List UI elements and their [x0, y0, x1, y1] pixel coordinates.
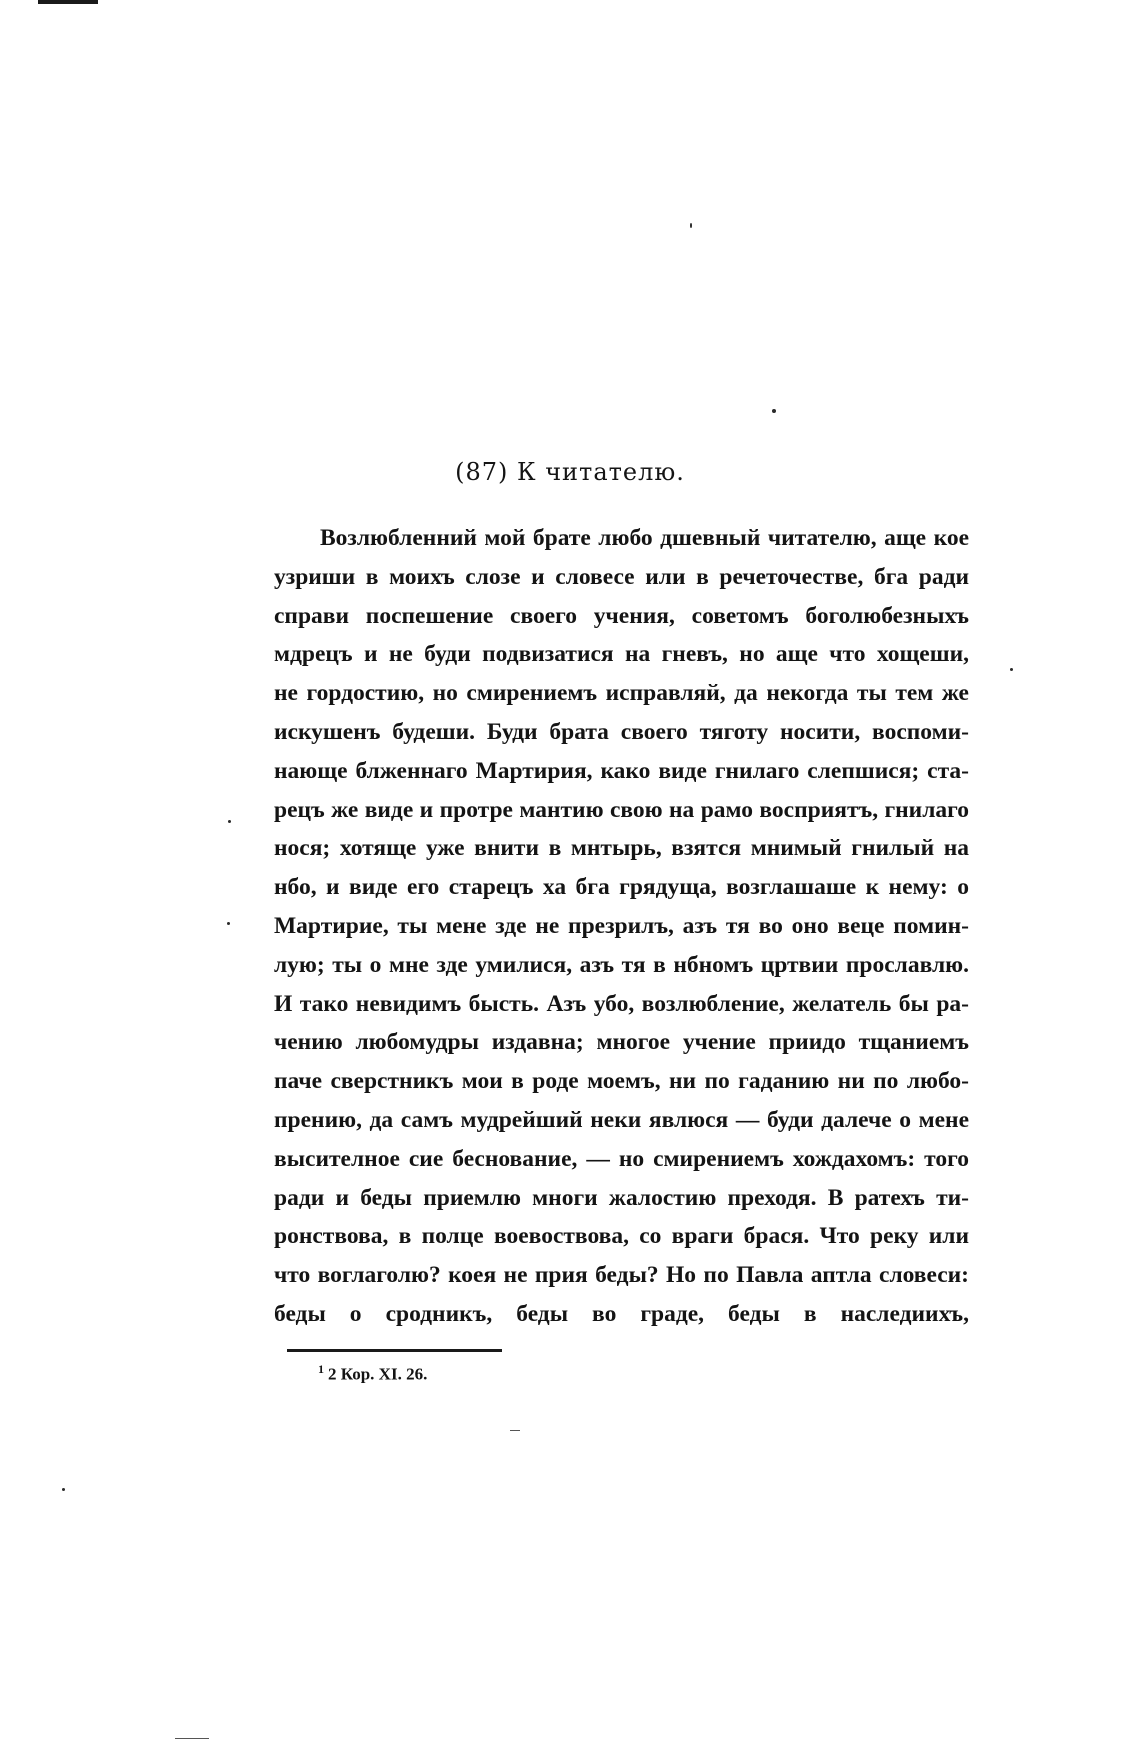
text-line: беды о сродникъ, беды во граде, беды в наследиихъ,: [274, 1300, 969, 1327]
body-text: [274, 519, 969, 1334]
text-line: ронствова, в полце воевоствова, со враги брася. Что реку или: [274, 1223, 969, 1250]
scan-speck: [227, 922, 230, 925]
text-line: рецъ же виде и протре мантию свою на рамо восприятъ, гнилаго: [274, 796, 969, 823]
text-line: высителное сие беснование, — но смирениемъ хождахомъ: того: [274, 1145, 969, 1172]
scan-speck: [690, 223, 692, 228]
text-line: паче сверстникъ мои в роде моемъ, ни по гаданию ни по любо-: [274, 1068, 969, 1095]
footnote-number: 1: [318, 1362, 324, 1376]
text-line: справи поспешение своего учения, советомъ боголюбезныхъ: [274, 602, 969, 629]
text-line: прению, да самъ мудрейший неки явлюся — буди далече о мене: [274, 1106, 969, 1133]
text-line: мдрецъ и не буди подвизатися на гневъ, но аще что хощеши,: [274, 641, 969, 668]
text-line: искушенъ будеши. Буди брата своего тяготу носити, воспоми-: [274, 718, 969, 745]
text-line: нбо, и виде его старецъ ха бга грядуща, возглашаше к нему: о: [274, 874, 969, 901]
scan-speck: [62, 1488, 65, 1491]
text-line: не гордостию, но смирениемъ исправляй, да некогда ты тем же: [274, 680, 969, 707]
text-line: что воглаголю? коея не прия беды? Но по Павла аптла словеси:: [274, 1262, 969, 1289]
text-line: Возлюбленний мой брате любо дшевный читателю, аще кое: [320, 525, 969, 551]
footnote-text: 2 Кор. XI. 26.: [328, 1364, 428, 1384]
text-line: И тако невидимъ бысть. Азъ убо, возлюбление, желатель бы ра-: [274, 990, 969, 1017]
scan-mark: [510, 1430, 520, 1431]
footnote-divider: [287, 1349, 502, 1352]
text-line: Мартирие, ты мене зде не презрилъ, азъ тя во оно веце помин-: [274, 912, 969, 939]
text-line: ради и беды приемлю многи жалостию преходя. В ратехъ ти-: [274, 1184, 969, 1211]
scan-mark: [175, 1738, 209, 1739]
footnote: [318, 1362, 427, 1385]
scan-speck: [1010, 668, 1013, 671]
text-line: лую; ты о мне зде умилися, азъ тя в нбномъ цртвии прославлю.: [274, 951, 969, 978]
text-line: нающе блженнаго Мартирия, како виде гнилаго слепшися; ста-: [274, 757, 969, 784]
scan-edge-mark: [38, 0, 98, 4]
text-line: узриши в моихъ слозе и словесе или в речеточестве, бга ради: [274, 563, 969, 590]
scan-speck: [228, 820, 231, 823]
scan-speck: [772, 409, 776, 413]
page-title: (87) К читателю.: [455, 458, 685, 486]
text-line: чению любомудры издавна; многое учение приидо тщаниемъ: [274, 1029, 969, 1056]
text-line: нося; хотяще уже внити в мнтырь, взятся мнимый гнилый на: [274, 835, 969, 862]
